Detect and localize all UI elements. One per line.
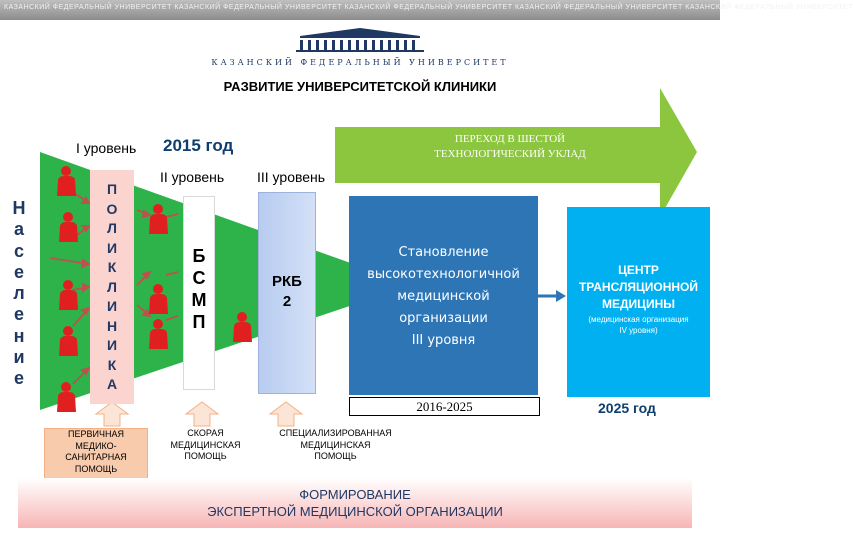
transition-label-line1: ПЕРЕХОД В ШЕСТОЙ <box>454 133 566 145</box>
center-line1: ЦЕНТР <box>618 263 659 277</box>
page-title: РАЗВИТИЕ УНИВЕРСИТЕТСКОЙ КЛИНИКИ <box>223 79 497 94</box>
level-2-label: II уровень <box>160 169 225 185</box>
polyclinic-letter: И <box>106 239 118 256</box>
end-year-label: 2025 год <box>598 400 656 416</box>
primary-care-line3: САНИТАРНАЯ <box>65 452 127 462</box>
university-name: КАЗАНСКИЙ ФЕДЕРАЛЬНЫЙ УНИВЕРСИТЕТ <box>211 58 509 67</box>
bsmp-letter: С <box>192 268 206 288</box>
bsmp-letter: П <box>192 312 206 332</box>
bsmp-letter: М <box>191 290 207 310</box>
person-icon <box>59 212 78 242</box>
person-icon <box>59 280 78 310</box>
population-letter: и <box>13 347 25 368</box>
bsmp-label <box>183 245 215 333</box>
person-icon <box>149 284 168 314</box>
specialized-care-line2: МЕДИЦИНСКАЯ <box>300 439 371 450</box>
specialized-care-line1: СПЕЦИАЛИЗИРОВАННАЯ <box>279 428 392 438</box>
population-letter: Н <box>12 198 26 218</box>
level-3-organization-text <box>349 242 538 352</box>
translational-center-subtitle <box>565 314 712 336</box>
person-icon <box>57 166 76 196</box>
polyclinic-letter: П <box>106 181 118 197</box>
stanov-line5: III уровня <box>411 333 476 348</box>
transition-label-line2: ТЕХНОЛОГИЧЕСКИЙ УКЛАД <box>434 148 586 160</box>
polyclinic-letter: И <box>106 337 118 353</box>
population-letter: с <box>13 240 24 261</box>
level-1-label: I уровень <box>76 140 137 156</box>
polyclinic-label <box>90 180 134 395</box>
primary-care-line4: ПОМОЩЬ <box>74 463 118 474</box>
center-line2: ТРАНСЛЯЦИОННОЙ <box>578 280 699 294</box>
person-icon <box>57 382 76 412</box>
person-icon <box>59 326 78 356</box>
top-banner-text: КАЗАНСКИЙ ФЕДЕРАЛЬНЫЙ УНИВЕРСИТЕТ КАЗАНСКИЙ ФЕДЕРАЛЬНЫЙ УНИВЕРСИТЕТ КАЗАНСКИЙ ФЕДЕРАЛЬНЫЙ УНИВЕРСИТЕТ КАЗАНСКИЙ ФЕДЕРАЛЬНЫЙ УНИВЕРСИТЕТ КАЗАНСКИЙ ФЕДЕРАЛЬНЫЙ УНИВЕРСИТЕТ <box>4 4 853 11</box>
rkb-label-line1: РКБ <box>272 273 302 290</box>
emergency-care-line2: МЕДИЦИНСКАЯ <box>170 439 241 450</box>
level-3-label: III уровень <box>257 169 326 185</box>
person-icon <box>233 312 252 342</box>
center-sub2: IV уровня) <box>619 326 658 335</box>
formation-text <box>18 486 692 520</box>
stanov-line1: Становление <box>398 245 489 260</box>
emergency-care-line1: СКОРАЯ <box>187 428 224 438</box>
population-letter: е <box>13 368 24 389</box>
polyclinic-letter: И <box>106 298 118 314</box>
formation-line1: ФОРМИРОВАНИЕ <box>299 487 411 502</box>
polyclinic-letter: Л <box>107 220 117 236</box>
population-label <box>8 198 30 390</box>
person-icon <box>149 319 168 349</box>
translational-center-title <box>565 262 712 313</box>
period-label: 2016-2025 <box>349 397 540 416</box>
specialized-care-label <box>262 428 409 476</box>
population-letter: н <box>13 325 25 346</box>
center-sub1: (медицинская организация <box>588 315 689 324</box>
population-letter: е <box>13 304 24 325</box>
start-year-label: 2015 год <box>163 136 234 155</box>
population-letter: л <box>13 283 25 304</box>
primary-care-line1: ПЕРВИЧНАЯ <box>68 429 124 439</box>
stanov-line2: высокотехнологичной <box>367 267 520 282</box>
center-line3: МЕДИЦИНЫ <box>602 297 675 311</box>
emergency-care-line3: ПОМОЩЬ <box>184 451 227 461</box>
polyclinic-letter: А <box>106 376 118 392</box>
rkb-label <box>258 272 316 312</box>
polyclinic-letter: О <box>106 200 118 217</box>
population-letter: е <box>13 261 24 282</box>
rkb-label-line2: 2 <box>282 293 292 310</box>
person-icon <box>149 204 168 234</box>
population-letter: а <box>13 219 24 240</box>
polyclinic-letter: Н <box>106 317 118 334</box>
transition-arrow-label <box>395 132 625 162</box>
polyclinic-letter: Л <box>107 278 117 295</box>
stanov-line4: организации <box>399 311 488 326</box>
specialized-care-line3: ПОМОЩЬ <box>314 451 357 461</box>
emergency-care-label <box>163 428 248 476</box>
polyclinic-letter: К <box>107 259 117 275</box>
polyclinic-letter: К <box>107 356 117 373</box>
primary-care-line2: МЕДИКО- <box>75 440 117 451</box>
stanov-line3: медицинской <box>397 289 490 304</box>
formation-line2: ЭКСПЕРТНОЙ МЕДИЦИНСКОЙ ОРГАНИЗАЦИИ <box>207 504 503 519</box>
bsmp-letter: Б <box>192 246 206 266</box>
